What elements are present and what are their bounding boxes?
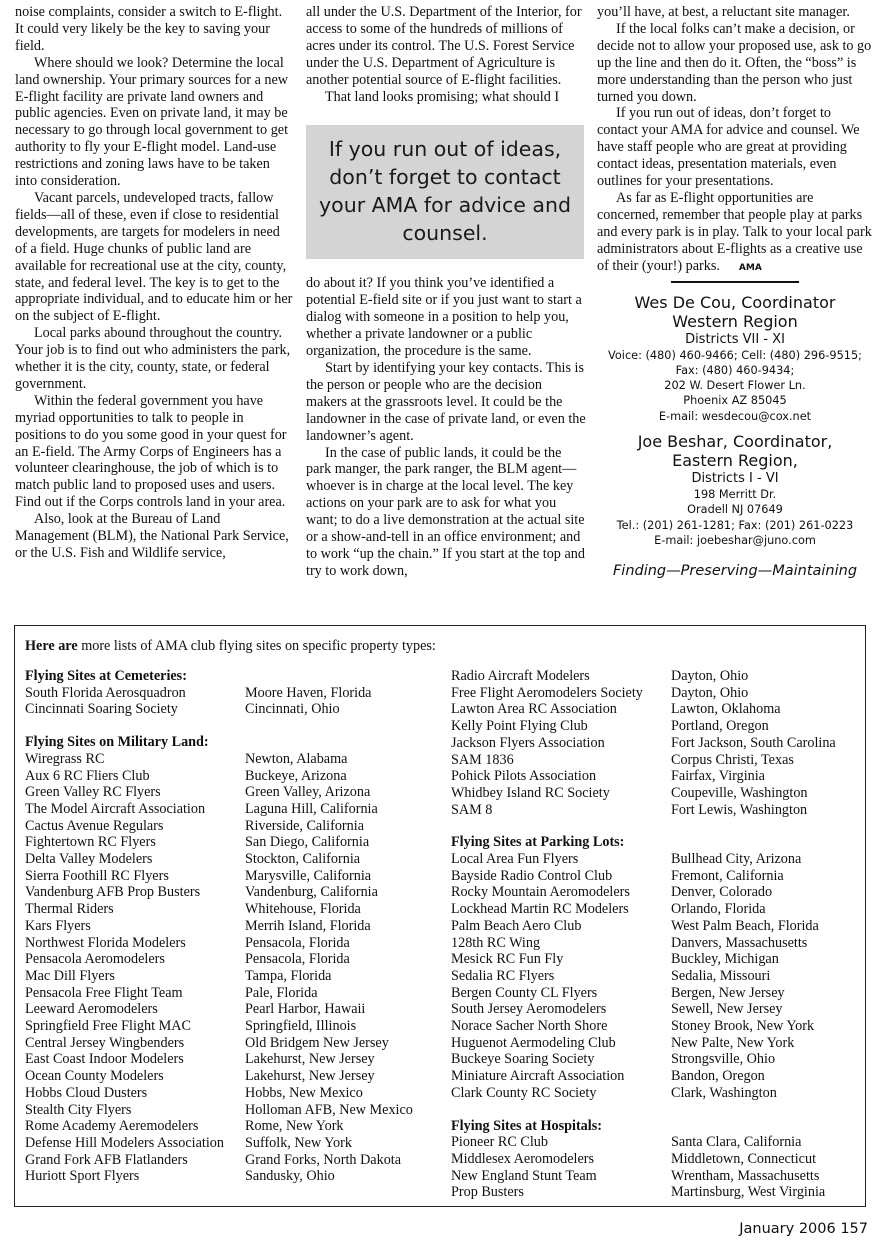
article-column-2-bottom xyxy=(306,275,586,579)
site-location: Moore Haven, Florida xyxy=(245,684,372,701)
site-location: Dayton, Ohio xyxy=(671,668,749,684)
article-column-3-body xyxy=(597,4,873,277)
contact-detail-line: E-mail: wesdecou@cox.net xyxy=(658,409,812,423)
contact-detail-line: 202 W. Desert Flower Ln. xyxy=(664,379,806,393)
site-row xyxy=(25,851,445,868)
site-club-name: Ocean County Modelers xyxy=(25,1068,164,1085)
site-club-name: Free Flight Aeromodelers Society xyxy=(451,684,643,701)
site-club-name: The Model Aircraft Association xyxy=(25,800,206,817)
ama-end-mark-icon: AMA xyxy=(738,262,762,273)
site-location: Marysville, California xyxy=(245,867,372,884)
site-row xyxy=(25,918,445,935)
site-row xyxy=(25,901,445,918)
sites-intro xyxy=(25,638,855,655)
site-location: Fort Lewis, Washington xyxy=(671,801,808,818)
site-row xyxy=(25,1051,445,1068)
sites-intro-lead: Here are xyxy=(25,638,78,654)
site-location: Dayton, Ohio xyxy=(671,684,749,701)
site-location: Newton, Alabama xyxy=(245,750,348,767)
site-row xyxy=(25,951,445,968)
site-row xyxy=(25,751,445,768)
site-location: West Palm Beach, Florida xyxy=(671,917,819,934)
sites-group-heading: Flying Sites at Parking Lots: xyxy=(451,834,625,851)
site-row xyxy=(25,1152,445,1169)
contact-card xyxy=(597,432,873,548)
col2_bottom-paragraph: do about it? If you think you’ve identified a potential E-field site or if you just want to start a dialog with someone in a position to help you, whether a private landowner or a public organization, the procedure is the same. xyxy=(306,275,582,360)
site-location: Suffolk, New York xyxy=(245,1134,352,1151)
site-row xyxy=(25,1018,445,1035)
site-club-name: Grand Fork AFB Flatlanders xyxy=(25,1151,188,1168)
site-row xyxy=(25,768,445,785)
site-location: Orlando, Florida xyxy=(671,901,766,918)
site-club-name: Stealth City Flyers xyxy=(25,1101,132,1118)
site-club-name: Middlesex Aeromodelers xyxy=(451,1150,595,1167)
site-club-name: Cactus Avenue Regulars xyxy=(25,817,164,834)
site-location: Stockton, California xyxy=(245,851,361,868)
site-row xyxy=(451,884,861,901)
contact-region: Western Region xyxy=(672,311,798,331)
site-club-name: SAM 8 xyxy=(451,801,493,818)
sites-intro-text: more lists of AMA club flying sites on specific property types: xyxy=(77,638,436,654)
site-row xyxy=(25,968,445,985)
col1-paragraph: Local parks abound throughout the country. Your job is to find out who administers the park, whether it is the city, county, state, or federal government. xyxy=(15,325,291,392)
site-location: Holloman AFB, New Mexico xyxy=(245,1101,413,1118)
site-location: Lakehurst, New Jersey xyxy=(245,1051,375,1068)
site-row xyxy=(451,735,861,752)
site-club-name: Whidbey Island RC Society xyxy=(451,784,610,801)
site-location: Stoney Brook, New York xyxy=(671,1018,815,1035)
site-location: Whitehouse, Florida xyxy=(245,901,361,918)
site-club-name: Aux 6 RC Fliers Club xyxy=(25,767,150,784)
site-row xyxy=(451,1151,861,1168)
site-row xyxy=(451,1134,861,1151)
col3-paragraph: As far as E-flight opportunities are concerned, remember that people play at parks and every park is in play. Talk to your local park administrators about E-flights as a creative use of their (your!) parks. AMA xyxy=(597,190,873,277)
site-club-name: Mac Dill Flyers xyxy=(25,967,115,984)
site-location: Lawton, Oklahoma xyxy=(671,701,781,718)
col1-paragraph: Where should we look? Determine the local land ownership. Your primary sources for a new E-flight facility are private land owners and public agencies. Even on private land, it may be necessary to go through local government to get authority to fly your E-flight model. Land-use restrictions and zoning laws have to be taken into consideration. xyxy=(15,54,289,190)
site-club-name: Sedalia RC Flyers xyxy=(451,967,555,984)
contact-districts: Districts VII - XI xyxy=(685,331,785,347)
site-location: Vandenburg, California xyxy=(245,884,378,901)
site-row xyxy=(451,968,861,985)
contact-detail-line: 198 Merritt Dr. xyxy=(693,487,777,501)
site-club-name: Northwest Florida Modelers xyxy=(25,934,186,951)
site-location: Pale, Florida xyxy=(245,984,318,1001)
col2_bottom-paragraph: Start by identifying your key contacts. This is the person or people who are the decision makers at the grassroots level. It could be the landowner in the case of private land, or even the landowner’s agent. xyxy=(306,359,586,444)
site-location: Denver, Colorado xyxy=(671,884,773,901)
site-location: Cincinnati, Ohio xyxy=(245,701,340,718)
contact-name: Wes De Cou, Coordinator xyxy=(634,292,836,312)
site-club-name: Leeward Aeromodelers xyxy=(25,1001,158,1018)
site-row xyxy=(451,1001,861,1018)
site-club-name: Lockhead Martin RC Modelers xyxy=(451,901,629,918)
site-row xyxy=(25,1035,445,1052)
site-club-name: Pohick Pilots Association xyxy=(451,768,597,785)
site-location: Martinsburg, West Virginia xyxy=(671,1184,826,1201)
site-row xyxy=(25,1102,445,1119)
contact-region: Eastern Region, xyxy=(672,450,798,470)
site-location: Rome, New York xyxy=(245,1118,344,1135)
site-club-name: Rome Academy Aeremodelers xyxy=(25,1118,199,1135)
site-row xyxy=(25,1168,445,1185)
site-club-name: Local Area Fun Flyers xyxy=(451,851,579,868)
site-location: Laguna Hill, California xyxy=(245,800,378,817)
col2_top-paragraph: all under the U.S. Department of the Interior, for access to some of the hundreds of millions of acres under its control. The U.S. Forest Service under the U.S. Department of Agriculture is another potential source of E-flight facilities. xyxy=(306,4,582,88)
site-location: Green Valley, Arizona xyxy=(245,784,371,801)
contact-detail-line: E-mail: joebeshar@juno.com xyxy=(654,533,816,547)
site-location: Bergen, New Jersey xyxy=(671,984,785,1001)
site-row xyxy=(25,1068,445,1085)
site-row xyxy=(451,701,861,718)
pull-quote: If you run out of ideas, don’t forget to contact your AMA for advice and counsel. xyxy=(306,125,584,259)
flying-sites-box xyxy=(14,625,866,1207)
site-row xyxy=(451,851,861,868)
site-club-name: 128th RC Wing xyxy=(451,934,541,951)
col1-paragraph: Vacant parcels, undeveloped tracts, fallow fields—all of these, even if close to residential developments, are targets for modelers in need of a field. Huge chunks of public land are available for recreational use at the city, county, state, and federal level. The key is to get to the appropriate individual, and to educate him or her on the subject of E-flight. xyxy=(15,189,293,325)
site-club-name: Prop Busters xyxy=(451,1184,524,1201)
site-row xyxy=(25,1118,445,1135)
site-location: Lakehurst, New Jersey xyxy=(245,1068,375,1085)
site-location: Middletown, Connecticut xyxy=(671,1150,817,1167)
site-row xyxy=(25,1001,445,1018)
site-row xyxy=(451,901,861,918)
site-club-name: Kars Flyers xyxy=(25,917,91,934)
site-club-name: Kelly Point Flying Club xyxy=(451,718,588,735)
article-column-2 xyxy=(306,4,586,580)
site-row xyxy=(451,985,861,1002)
site-club-name: South Florida Aerosquadron xyxy=(25,684,186,701)
sites-group xyxy=(451,668,861,818)
col1-paragraph: noise complaints, consider a switch to E-flight. It could very likely be the key to saving your field. xyxy=(15,4,283,54)
site-location: Corpus Christi, Texas xyxy=(671,751,794,768)
site-club-name: Clark County RC Society xyxy=(451,1084,597,1101)
site-row xyxy=(451,718,861,735)
site-row xyxy=(25,1085,445,1102)
site-row xyxy=(25,868,445,885)
site-row xyxy=(451,918,861,935)
site-club-name: Huriott Sport Flyers xyxy=(25,1168,140,1185)
site-club-name: Central Jersey Wingbenders xyxy=(25,1034,185,1051)
site-location: Springfield, Illinois xyxy=(245,1018,357,1035)
site-club-name: Cincinnati Soaring Society xyxy=(25,701,178,718)
site-club-name: Wiregrass RC xyxy=(25,750,105,767)
col1-paragraph: Within the federal government you have myriad opportunities to talk to people in positions to do you some good in your quest for an E-field. The Army Corps of Engineers has a volunteer clearinghouse, the job of which is to match public land to proposed uses and users. Find out if the Corps controls land in your area. xyxy=(15,392,287,511)
site-location: Portland, Oregon xyxy=(671,718,769,735)
site-location: Sandusky, Ohio xyxy=(245,1168,335,1185)
site-club-name: Delta Valley Modelers xyxy=(25,851,153,868)
site-club-name: South Jersey Aeromodelers xyxy=(451,1001,607,1018)
site-location: Hobbs, New Mexico xyxy=(245,1084,363,1101)
site-row xyxy=(25,685,445,702)
site-club-name: Thermal Riders xyxy=(25,901,114,918)
site-club-name: Springfield Free Flight MAC xyxy=(25,1018,191,1035)
site-row xyxy=(451,802,861,819)
site-club-name: Lawton Area RC Association xyxy=(451,701,617,718)
site-club-name: Defense Hill Modelers Association xyxy=(25,1134,224,1151)
site-club-name: Pensacola Free Flight Team xyxy=(25,984,183,1001)
site-club-name: Jackson Flyers Association xyxy=(451,734,605,751)
site-club-name: Hobbs Cloud Dusters xyxy=(25,1084,148,1101)
site-row xyxy=(25,801,445,818)
site-club-name: Radio Aircraft Modelers xyxy=(451,668,590,684)
site-row xyxy=(451,1068,861,1085)
site-club-name: Pioneer RC Club xyxy=(451,1134,548,1151)
article-column-2-top xyxy=(306,4,586,105)
sites-group-heading: Flying Sites on Military Land: xyxy=(25,734,209,751)
article-column-3 xyxy=(597,4,873,580)
sites-group xyxy=(451,1118,861,1202)
site-location: Sewell, New Jersey xyxy=(671,1001,783,1018)
site-club-name: New England Stunt Team xyxy=(451,1167,597,1184)
site-row xyxy=(451,752,861,769)
site-row xyxy=(25,701,445,718)
site-club-name: Mesick RC Fun Fly xyxy=(451,951,564,968)
site-row xyxy=(451,1018,861,1035)
contact-detail-line: Fax: (480) 460-9434; xyxy=(675,363,795,377)
article-column-1 xyxy=(15,4,293,562)
sites-right-column xyxy=(451,668,861,1201)
site-location: Tampa, Florida xyxy=(245,967,332,984)
contact-detail-line: Tel.: (201) 261-1281; Fax: (201) 261-0223 xyxy=(616,518,854,532)
site-club-name: Pensacola Aeromodelers xyxy=(25,951,165,968)
site-location: Clark, Washington xyxy=(671,1084,777,1101)
site-row xyxy=(451,951,861,968)
site-row xyxy=(451,685,861,702)
sites-group-heading: Flying Sites at Cemeteries: xyxy=(25,668,187,684)
site-location: Strongsville, Ohio xyxy=(671,1051,776,1068)
site-club-name: Miniature Aircraft Association xyxy=(451,1068,625,1085)
site-row xyxy=(451,1184,861,1201)
site-location: Buckeye, Arizona xyxy=(245,767,347,784)
site-club-name: Buckeye Soaring Society xyxy=(451,1051,595,1068)
site-row xyxy=(451,1035,861,1052)
site-row xyxy=(25,784,445,801)
page-folio: January 2006 157 xyxy=(739,1221,868,1237)
site-row xyxy=(451,868,861,885)
site-row xyxy=(451,768,861,785)
contact-name: Joe Beshar, Coordinator, xyxy=(637,431,833,451)
site-club-name: Norace Sacher North Shore xyxy=(451,1018,608,1035)
col2_bottom-paragraph: In the case of public lands, it could be the park manger, the park ranger, the BLM agent—whoever is in charge at the local level. The key actions on your park are to ask for what you want; to do a live demonstration at the actual site or a show-and-tell in an office environment; and to work “up the chain.” If you start at the top and try to work down, xyxy=(306,444,585,579)
contact-detail-line: Phoenix AZ 85045 xyxy=(683,394,787,408)
site-club-name: Sierra Foothill RC Flyers xyxy=(25,867,169,884)
site-location: Wrentham, Massachusetts xyxy=(671,1167,820,1184)
col3-paragraph: If the local folks can’t make a decision, or decide not to allow your proposed use, ask to go up the line and then do it. Often, the “boss” is more understanding than the person who just turned you down. xyxy=(597,20,872,105)
site-row xyxy=(25,884,445,901)
site-club-name: Palm Beach Aero Club xyxy=(451,917,582,934)
site-location: Coupeville, Washington xyxy=(671,784,808,801)
site-club-name: Fightertown RC Flyers xyxy=(25,834,156,851)
contact-detail-line: Voice: (480) 460-9466; Cell: (480) 296-9515; xyxy=(608,348,862,362)
site-location: Santa Clara, California xyxy=(671,1134,802,1151)
site-location: Bandon, Oregon xyxy=(671,1068,765,1085)
site-location: Fairfax, Virginia xyxy=(671,768,765,785)
site-club-name: East Coast Indoor Modelers xyxy=(25,1051,184,1068)
site-club-name: Bayside Radio Control Club xyxy=(451,867,613,884)
sites-group xyxy=(25,734,445,1185)
site-club-name: SAM 1836 xyxy=(451,751,514,768)
sites-group-heading: Flying Sites at Hospitals: xyxy=(451,1117,602,1134)
site-row xyxy=(451,935,861,952)
site-row xyxy=(451,1051,861,1068)
site-location: Old Bridgem New Jersey xyxy=(245,1034,389,1051)
site-location: Sedalia, Missouri xyxy=(671,967,771,984)
col3-paragraph: you’ll have, at best, a reluctant site manager. xyxy=(597,4,850,20)
site-club-name: Rocky Mountain Aeromodelers xyxy=(451,884,630,901)
sites-group xyxy=(451,834,861,1101)
site-club-name: Huguenot Aermodeling Club xyxy=(451,1034,616,1051)
site-row xyxy=(25,985,445,1002)
site-location: Riverside, California xyxy=(245,817,364,834)
site-location: San Diego, California xyxy=(245,834,370,851)
sites-left-column xyxy=(25,668,445,1185)
col3-paragraph: If you run out of ideas, don’t forget to contact your AMA for advice and counsel. We have staff people who are great at providing contact ideas, presentation materials, even outlines for your presentations. xyxy=(597,105,860,190)
site-location: Bullhead City, Arizona xyxy=(671,851,802,868)
contact-detail-line: Oradell NJ 07649 xyxy=(687,503,783,517)
site-row xyxy=(25,834,445,851)
sites-group xyxy=(25,668,445,718)
col1-paragraph: Also, look at the Bureau of Land Management (BLM), the National Park Service, or the U.S. Fish and Wildlife service, xyxy=(15,511,289,561)
contacts-block xyxy=(597,293,873,549)
contact-card xyxy=(597,293,873,424)
site-location: Danvers, Massachusetts xyxy=(671,934,808,951)
site-row xyxy=(451,1168,861,1185)
site-club-name: Green Valley RC Flyers xyxy=(25,784,161,801)
site-location: Pearl Harbor, Hawaii xyxy=(245,1001,366,1018)
site-row xyxy=(451,785,861,802)
site-location: Fremont, California xyxy=(671,867,784,884)
motto: Finding—Preserving—Maintaining xyxy=(612,563,858,580)
contact-districts: Districts I - VI xyxy=(691,470,779,486)
site-row xyxy=(25,1135,445,1152)
site-club-name: Vandenburg AFB Prop Busters xyxy=(25,884,201,901)
site-row xyxy=(25,818,445,835)
site-location: New Palte, New York xyxy=(671,1034,795,1051)
site-location: Merrih Island, Florida xyxy=(245,917,371,934)
site-location: Grand Forks, North Dakota xyxy=(245,1151,402,1168)
site-location: Pensacola, Florida xyxy=(245,934,350,951)
site-row xyxy=(451,668,861,685)
site-row xyxy=(451,1085,861,1102)
site-club-name: Bergen County CL Flyers xyxy=(451,984,598,1001)
site-row xyxy=(25,935,445,952)
divider-rule xyxy=(671,281,799,283)
col2_top-paragraph: That land looks promising; what should I xyxy=(325,88,560,105)
site-location: Buckley, Michigan xyxy=(671,951,779,968)
site-location: Pensacola, Florida xyxy=(245,951,350,968)
site-location: Fort Jackson, South Carolina xyxy=(671,734,836,751)
